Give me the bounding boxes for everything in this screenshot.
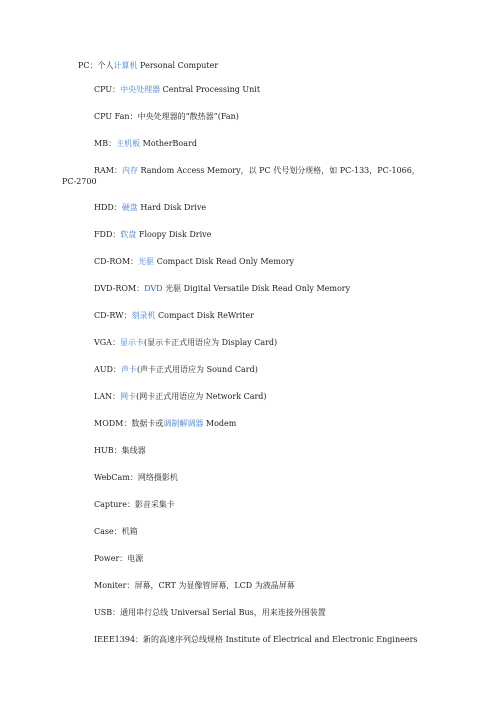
term-definition: (显示卡正式用语应为 Display Card): [143, 338, 278, 347]
term-highlight: 调制解调器: [163, 419, 204, 428]
term-definition: 光驱 Digital Versatile Disk Read Only Memory: [162, 284, 351, 293]
term-text: Capture：影音采集卡: [94, 500, 175, 509]
term-label: AUD：: [94, 365, 121, 374]
term-label: MODM：数据卡或: [94, 419, 164, 428]
term-pc: [0, 61, 496, 71]
term-usb: [0, 608, 496, 618]
term-mb: [0, 139, 496, 149]
term-highlight: 计算机: [113, 61, 138, 70]
term-label: DVD-ROM：: [94, 284, 145, 293]
term-label: HDD：: [94, 203, 122, 212]
term-cpu: [0, 85, 496, 95]
term-definition: Personal Computer: [137, 61, 219, 70]
term-highlight: 显示卡: [119, 338, 144, 347]
term-label: CPU：: [94, 85, 121, 94]
term-label: RAM：: [94, 166, 122, 175]
term-text: Moniter：屏幕，CRT 为显像管屏幕，LCD 为液晶屏幕: [94, 581, 295, 590]
term-definition: Central Processing Unit: [160, 85, 261, 94]
term-label: MB：: [94, 139, 117, 148]
term-highlight: 网卡: [120, 392, 137, 401]
term-highlight: 软盘: [120, 230, 137, 239]
term-definition: Random Access Memory，以 PC 代号划分规格，如 PC-133，PC-1066，: [138, 166, 420, 175]
term-highlight: 光驱: [138, 257, 155, 266]
term-definition: (网卡正式用语应为 Network Card): [136, 392, 267, 401]
term-cpu-fan: [0, 112, 496, 122]
term-highlight: 主机板: [116, 139, 141, 148]
term-ieee1394: [0, 635, 496, 645]
term-highlight: 硬盘: [121, 203, 138, 212]
term-label: PC：个人: [78, 61, 114, 70]
term-label: LAN：: [94, 392, 121, 401]
term-power: [0, 554, 496, 564]
term-cd-rw: [0, 311, 496, 321]
term-case: [0, 527, 496, 537]
term-aud: [0, 365, 496, 375]
term-definition-tail: PC-2700: [62, 177, 97, 186]
term-definition: Hard Disk Drive: [137, 203, 207, 212]
term-definition: Floopy Disk Drive: [136, 230, 212, 239]
term-modm: [0, 419, 496, 429]
term-definition: Modem: [203, 419, 237, 428]
term-dvd-rom: [0, 284, 496, 294]
term-highlight: 声卡: [120, 365, 137, 374]
term-label: CD-ROM：: [94, 257, 139, 266]
term-label: VGA：: [94, 338, 120, 347]
term-text: Power：电源: [94, 554, 144, 563]
term-definition: Compact Disk Read Only Memory: [154, 257, 295, 266]
term-text: IEEE1394：新的高速序列总线规格 Institute of Electrical and Electronic Engineers: [94, 635, 418, 644]
term-definition: Compact Disk ReWriter: [155, 311, 254, 320]
term-highlight: 内存: [122, 166, 138, 175]
term-vga: [0, 338, 496, 348]
term-text: HUB：集线器: [94, 446, 146, 455]
term-label: CD-RW：: [94, 311, 132, 320]
term-definition: MotherBoard: [140, 139, 197, 148]
term-highlight: 刻录机: [131, 311, 156, 320]
term-fdd: [0, 230, 496, 240]
term-hub: [0, 446, 496, 456]
term-lan: [0, 392, 496, 402]
term-text: CPU Fan：中央处理器的“散热器”(Fan): [94, 112, 239, 121]
term-label: FDD：: [94, 230, 121, 239]
term-capture: [0, 500, 496, 510]
term-highlight: 中央处理器: [120, 85, 161, 94]
term-monitor: [0, 581, 496, 591]
term-text: WebCam：网络摄影机: [94, 473, 178, 482]
term-webcam: [0, 473, 496, 483]
term-cd-rom: [0, 257, 496, 267]
term-ram-continued: [0, 177, 496, 187]
term-hdd: [0, 203, 496, 213]
term-definition: (声卡正式用语应为 Sound Card): [136, 365, 258, 374]
term-text: USB：通用串行总线 Universal Serial Bus，用来连接外围装置: [94, 608, 326, 617]
term-text: Case：机箱: [94, 527, 138, 536]
term-ram: [0, 166, 496, 176]
term-highlight: DVD: [144, 284, 163, 293]
